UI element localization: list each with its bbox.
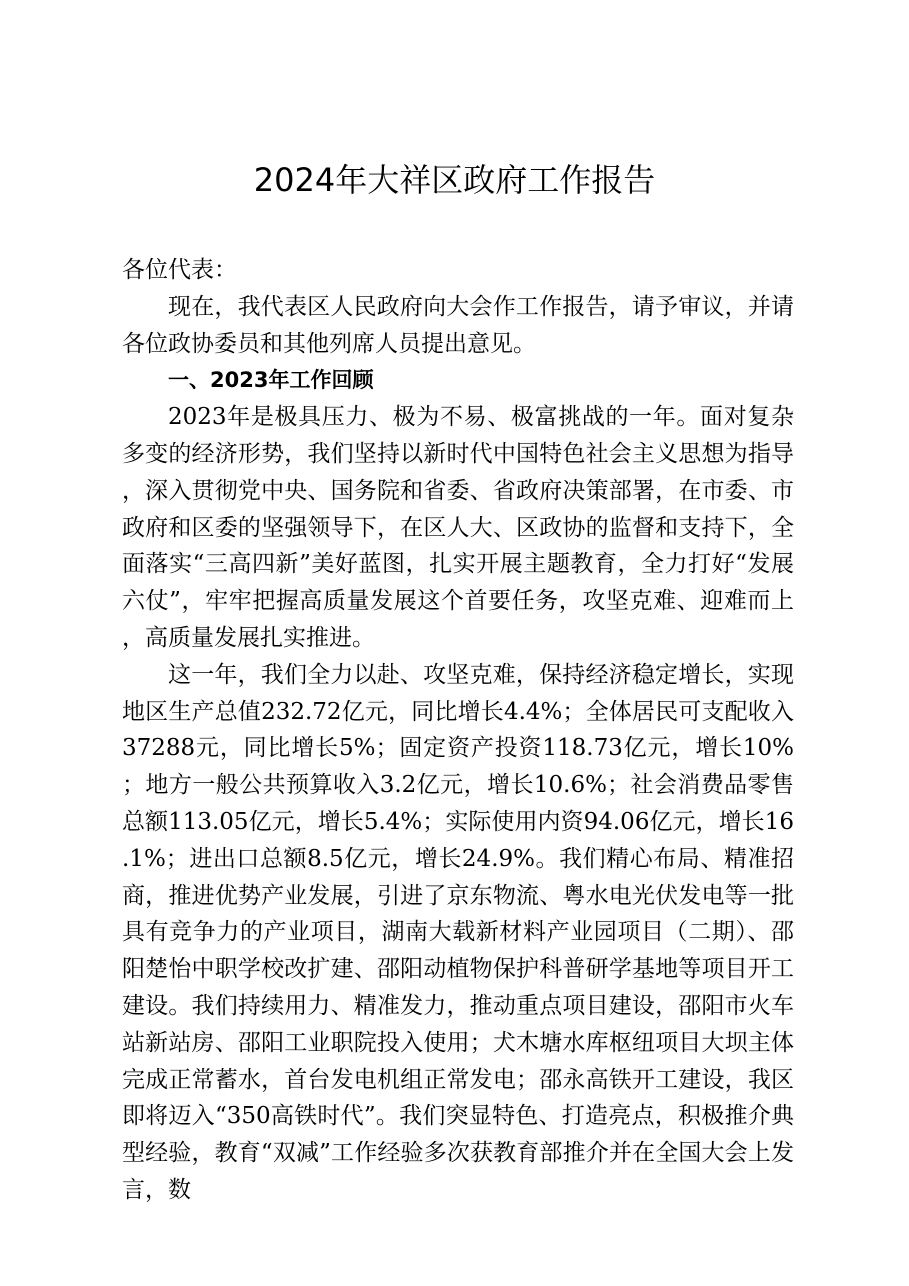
- intro-paragraph: 现在，我代表区人民政府向大会作工作报告，请予审议，并请各位政协委员和其他列席人员提出意见。: [122, 293, 794, 357]
- body-paragraph: 这一年，我们全力以赴、攻坚克难，保持经济稳定增长，实现地区生产总值232.72亿元，同比增长4.4%；全体居民可支配收入37288元，同比增长5%；固定资产投资118.73亿元，增长10%；地方一般公共预算收入3.2亿元，增长10.6%；社会消费品零售总额113.05亿元，增长5.4%；实际使用内资94.06亿元，增长16.1%；进出口总额8.5亿元，增长24.9%。我们精心布局、精准招商，推进优势产业发展，引进了京东物流、粤水电光伏发电等一批具有竞争力的产业项目，湖南大载新材料产业园项目（二期）、邵阳楚怡中职学校改扩建、邵阳动植物保护科普研学基地等项目开工建设。我们持续用力、精准发力，推动重点项目建设，邵阳市火车站新站房、邵阳工业职院投入使用；犬木塘水库枢纽项目大坝主体完成正常蓄水，首台发电机组正常发电；邵永高铁开工建设，我区即将迈入“350高铁时代”。我们突显特色、打造亮点，积极推介典型经验，教育“双减”工作经验多次获教育部推介并在全国大会上发言，数: [122, 661, 794, 1203]
- document-title: 2024年大祥区政府工作报告: [253, 161, 656, 199]
- body-paragraph: 2023年是极具压力、极为不易、极富挑战的一年。面对复杂多变的经济形势，我们坚持以新时代中国特色社会主义思想为指导，深入贯彻党中央、国务院和省委、省政府决策部署，在市委、市政府和区委的坚强领导下，在区人大、区政协的监督和支持下，全面落实“三高四新”美好蓝图，扎实开展主题教育，全力打好“发展六仗”，牢牢把握高质量发展这个首要任务，攻坚克难、迎难而上，高质量发展扎实推进。: [122, 404, 794, 651]
- section-heading: 一、2023年工作回顾: [168, 368, 374, 393]
- document-body: [122, 252, 794, 1209]
- salutation: 各位代表：: [122, 257, 237, 283]
